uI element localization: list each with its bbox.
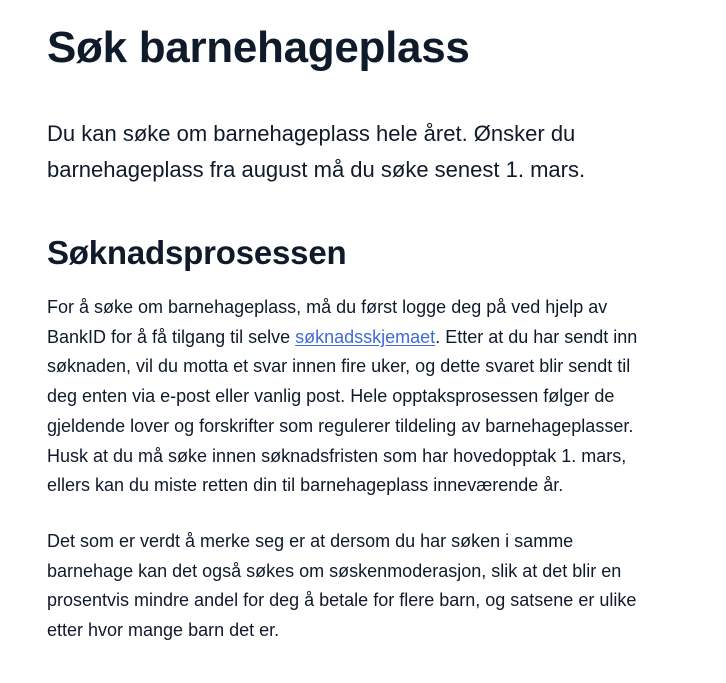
application-form-link[interactable]: søknadsskjemaet: [295, 326, 436, 347]
sibling-discount-paragraph: Det som er verdt å merke seg er at dersom du har søken i samme barnehage kan det også søkes om søskenmoderasjon, slik at det blir en prosentvis mindre andel for deg å betale for flere barn, og satsene er ulike etter hvor mange barn det er.: [47, 530, 637, 641]
section-heading: Søknadsprosessen: [47, 234, 347, 271]
process-text-after-link: . Etter at du har sendt inn søknaden, vil du motta et svar innen fire uker, og dette svaret blir sendt til deg enten via e-post eller vanlig post. Hele opptaksprosessen følger de gjeldende lover og forskrifter som regulerer tildeling av barnehageplasser. Husk at du må søke innen søknadsfristen som har hovedopptak 1. mars, ellers kan du miste retten din til barnehageplass inneværende år.: [47, 326, 638, 496]
process-paragraph: [47, 293, 642, 501]
process-text-before-link: For å søke om barnehageplass, må du først logge deg på ved hjelp av BankID for å få tilgang til selve: [47, 297, 608, 347]
page-title: Søk barnehageplass: [47, 23, 470, 72]
lead-paragraph: Du kan søke om barnehageplass hele året. Ønsker du barnehageplass fra august må du søke senest 1. mars.: [47, 121, 586, 182]
